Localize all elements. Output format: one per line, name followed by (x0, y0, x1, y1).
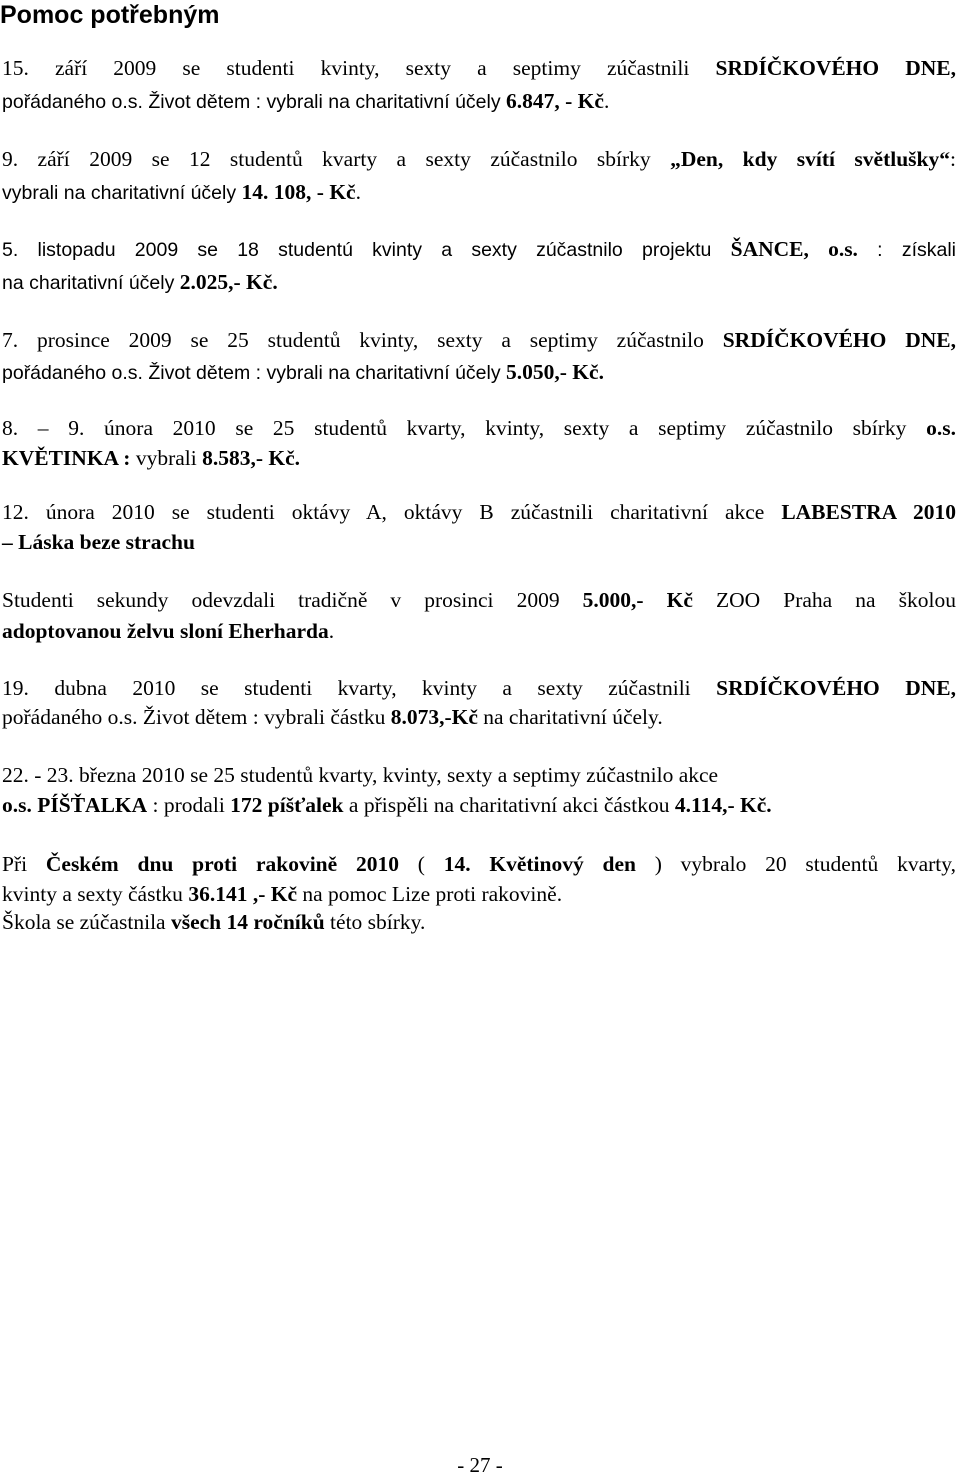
paragraph-5-line-1: 8. – 9. února 2010 se 25 studentů kvarty, kvinty, sexty a septimy zúčastnilo sbírky o.s. (2, 416, 956, 440)
page-number: - 27 - (457, 1453, 503, 1477)
paragraph-1-line-1: 15. září 2009 se studenti kvinty, sexty a septimy zúčastnili SRDÍČKOVÉHO DNE, (2, 56, 957, 80)
paragraph-3-line-2: na charitativní účely 2.025,- Kč. (2, 270, 278, 294)
paragraph-10-line-1: Při Českém dnu proti rakovině 2010 ( 14. Květinový den ) vybralo 20 studentů kvarty, (2, 852, 956, 876)
paragraph-10-line-2: kvinty a sexty částku 36.141 ,- Kč na pomoc Lize proti rakovině. (2, 882, 563, 906)
page-title: Pomoc potřebným (0, 1, 220, 29)
paragraph-2-line-1: 9. září 2009 se 12 studentů kvarty a sexty zúčastnilo sbírky „Den, kdy svítí světlušky“: (2, 147, 956, 171)
paragraph-8-line-2: pořádaného o.s. Život dětem : vybrali částku 8.073,-Kč na charitativní účely. (2, 705, 663, 729)
paragraph-6-line-2: – Láska beze strachu (2, 530, 195, 554)
paragraph-3-line-1: 5. listopadu 2009 se 18 studentú kvinty a sexty zúčastnilo projektu ŠANCE, o.s. : získali (2, 237, 956, 261)
paragraph-5-line-2: KVĚTINKA : vybrali 8.583,- Kč. (2, 446, 301, 470)
paragraph-4-line-1: 7. prosince 2009 se 25 studentů kvinty, sexty a septimy zúčastnilo SRDÍČKOVÉHO DNE, (2, 328, 957, 352)
paragraph-9-line-1: 22. - 23. března 2010 se 25 studentů kvarty, kvinty, sexty a septimy zúčastnilo akce (2, 763, 719, 787)
paragraph-7-line-2: adoptovanou želvu sloní Eherharda. (2, 619, 335, 643)
paragraph-4-line-2: pořádaného o.s. Život dětem : vybrali na charitativní účely 5.050,- Kč. (2, 360, 604, 384)
paragraph-6-line-1: 12. února 2010 se studenti oktávy A, oktávy B zúčastnili charitativní akce LABESTRA 2010 (2, 500, 957, 524)
paragraph-7-line-1: Studenti sekundy odevzdali tradičně v prosinci 2009 5.000,- Kč ZOO Praha na školou (2, 588, 956, 612)
paragraph-1-line-2: pořádaného o.s. Život dětem : vybrali na charitativní účely 6.847, - Kč. (2, 89, 610, 113)
paragraph-9-line-2: o.s. PÍŠŤALKA : prodali 172 píšťalek a přispěli na charitativní akci částkou 4.114,- Kč. (2, 793, 772, 817)
paragraph-8-line-1: 19. dubna 2010 se studenti kvarty, kvinty a sexty zúčastnili SRDÍČKOVÉHO DNE, (2, 676, 956, 700)
paragraph-10-line-3: Škola se zúčastnila všech 14 ročníků této sbírky. (2, 910, 426, 934)
paragraph-2-line-2: vybrali na charitativní účely 14. 108, - Kč. (2, 180, 361, 204)
